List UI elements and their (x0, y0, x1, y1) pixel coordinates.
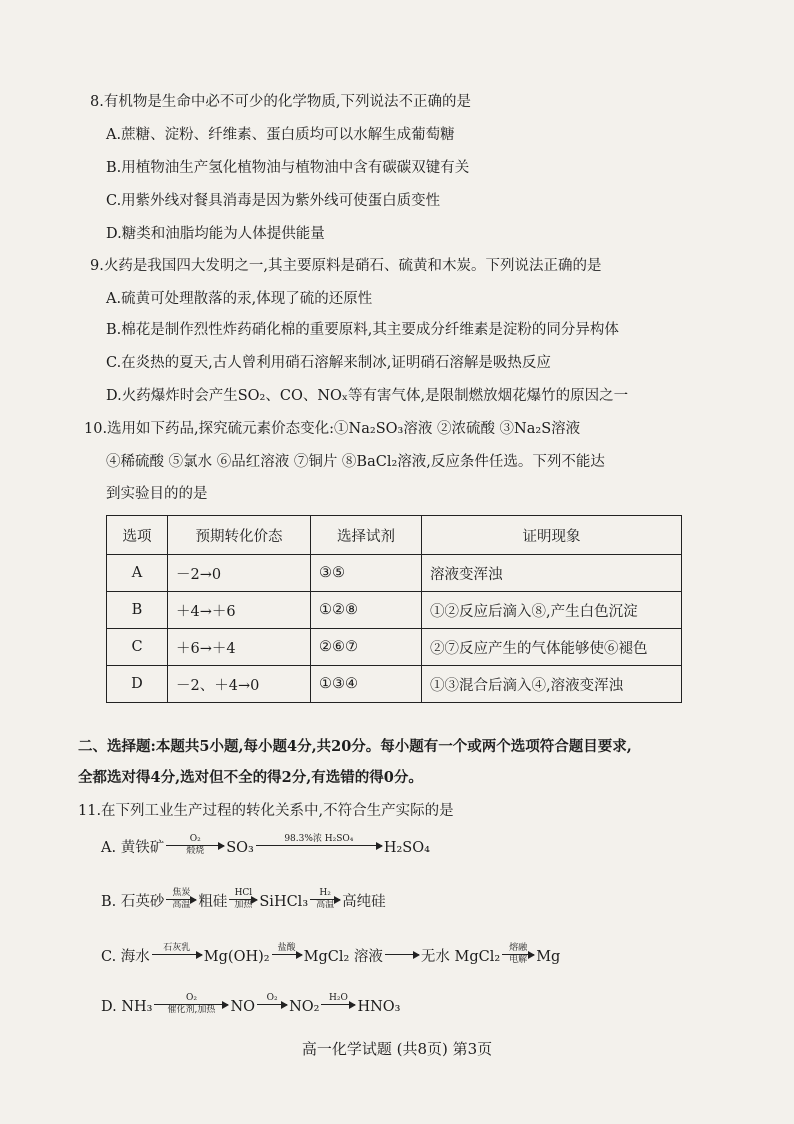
table-header-cell: 预期转化价态 (168, 516, 311, 555)
table-cell: ①②反应后滴入⑧,产生白色沉淀 (422, 592, 682, 629)
reaction-arrow (166, 888, 196, 911)
q10-stem-line2: ④稀硫酸 ⑤氯水 ⑥品红溶液 ⑦铜片 ⑧BaCl₂溶液,反应条件任选。下列不能达 (106, 454, 605, 470)
q11-option-a (101, 836, 430, 859)
table-row (107, 592, 682, 629)
table-cell: A (107, 555, 168, 592)
q11-b-product3: 高纯硅 (342, 893, 386, 910)
table-row (107, 629, 682, 666)
arrow-condition-top: 熔融 (509, 943, 528, 953)
q11-b-product1: 粗硅 (198, 893, 228, 910)
table-row (107, 666, 682, 703)
arrow-condition-top: HCl (234, 888, 253, 898)
q11-a-product1: SO₃ (226, 839, 254, 856)
q9-stem: 9.火药是我国四大发明之一,其主要原料是硝石、硫黄和木炭。下列说法正确的是 (90, 258, 602, 274)
q10-stem-line1: 10.选用如下药品,探究硫元素价态变化:①Na₂SO₃溶液 ②浓硫酸 ③Na₂S溶液 (84, 421, 581, 437)
arrow-condition-top: H₂O (329, 993, 348, 1003)
arrow-condition-bottom: 加热 (234, 900, 253, 911)
reaction-arrow (257, 993, 287, 1016)
arrow-condition-top: 石灰乳 (163, 943, 191, 953)
reaction-arrow (152, 943, 202, 966)
q8-option-d: D.糖类和油脂均能为人体提供能量 (106, 226, 325, 242)
table-cell: －2、＋4→0 (168, 666, 311, 703)
reaction-arrow (272, 943, 302, 966)
q11-d-product1: NO (230, 998, 256, 1015)
reaction-arrow (310, 888, 340, 911)
q11-c-product1: Mg(OH)₂ (203, 948, 270, 965)
q11-d-product3: HNO₃ (357, 998, 401, 1015)
table-header-cell: 选择试剂 (311, 516, 422, 555)
table-cell: ①③④ (311, 666, 422, 703)
q11-c-product4: Mg (536, 948, 561, 965)
arrow-condition-top: H₂ (319, 888, 331, 898)
q11-c-label: C. 海水 (101, 948, 150, 965)
table-cell: 溶液变浑浊 (422, 555, 682, 592)
section2-line1: 二、选择题:本题共5小题,每小题4分,共20分。每小题有一个或两个选项符合题目要求, (78, 738, 632, 755)
table-cell: ①②⑧ (311, 592, 422, 629)
arrow-condition-top: O₂ (189, 834, 201, 844)
q11-a-product2: H₂SO₄ (383, 839, 430, 856)
table-cell: ②⑥⑦ (311, 629, 422, 666)
q11-a-label: A. 黄铁矿 (101, 839, 165, 856)
q9-option-c: C.在炎热的夏天,古人曾利用硝石溶解来制冰,证明硝石溶解是吸热反应 (106, 355, 551, 371)
q11-b-label: B. 石英砂 (101, 893, 165, 910)
q11-option-c (101, 945, 560, 968)
reaction-arrow (502, 943, 534, 966)
table-cell: ③⑤ (311, 555, 422, 592)
table-cell: ＋6→＋4 (168, 629, 311, 666)
arrow-condition-bottom: 煅烧 (186, 846, 205, 857)
q8-option-a: A.蔗糖、淀粉、纤维素、蛋白质均可以水解生成葡萄糖 (106, 127, 455, 143)
table-header-row (107, 516, 682, 555)
q10-stem-line3: 到实验目的的是 (106, 486, 208, 502)
table-cell: －2→0 (168, 555, 311, 592)
section2-line2: 全都选对得4分,选对但不全的得2分,有选错的得0分。 (78, 769, 423, 786)
q11-c-product3: 无水 MgCl₂ (420, 948, 501, 965)
q8-option-c: C.用紫外线对餐具消毒是因为紫外线可使蛋白质变性 (106, 193, 441, 209)
q10-table (106, 515, 682, 703)
q9-option-a: A.硫黄可处理散落的汞,体现了硫的还原性 (106, 291, 373, 307)
arrow-condition-top: 焦炭 (172, 888, 191, 898)
reaction-arrow (166, 834, 224, 857)
reaction-arrow (256, 834, 382, 857)
reaction-arrow (385, 943, 419, 966)
table-header-cell: 证明现象 (422, 516, 682, 555)
table-cell: C (107, 629, 168, 666)
q11-option-b (101, 890, 386, 913)
q8-stem: 8.有机物是生命中必不可少的化学物质,下列说法不正确的是 (90, 94, 471, 110)
page-footer: 高一化学试题 (共8页) 第3页 (301, 1040, 493, 1058)
reaction-arrow (229, 888, 257, 911)
arrow-condition-top: 盐酸 (277, 943, 296, 953)
table-row (107, 555, 682, 592)
arrow-condition-bottom: 高温 (172, 900, 191, 911)
q9-option-b: B.棉花是制作烈性炸药硝化棉的重要原料,其主要成分纤维素是淀粉的同分异构体 (106, 322, 619, 338)
reaction-arrow (321, 993, 355, 1016)
q9-option-d: D.火药爆炸时会产生SO₂、CO、NOₓ等有害气体,是限制燃放烟花爆竹的原因之一 (106, 388, 629, 404)
table-cell: ②⑦反应产生的气体能够使⑥褪色 (422, 629, 682, 666)
table-cell: ①③混合后滴入④,溶液变浑浊 (422, 666, 682, 703)
reaction-arrow (154, 993, 228, 1016)
q11-option-d (101, 995, 401, 1018)
q8-option-b: B.用植物油生产氢化植物油与植物油中含有碳碳双键有关 (106, 160, 470, 176)
table-cell: D (107, 666, 168, 703)
table-header-cell: 选项 (107, 516, 168, 555)
q11-b-product2: SiHCl₃ (259, 893, 309, 910)
arrow-condition-top: O₂ (266, 993, 278, 1003)
arrow-condition-bottom: 电解 (509, 955, 528, 966)
q11-d-label: D. NH₃ (101, 998, 153, 1015)
arrow-condition-bottom: 高温 (316, 900, 335, 911)
table-cell: B (107, 592, 168, 629)
table-cell: ＋4→＋6 (168, 592, 311, 629)
q11-c-product2: MgCl₂ 溶液 (303, 948, 383, 965)
arrow-condition-top: O₂ (185, 993, 197, 1003)
arrow-condition-bottom: 催化剂,加热 (167, 1005, 216, 1016)
arrow-condition-top: 98.3%浓 H₂SO₄ (284, 834, 354, 844)
q11-stem: 11.在下列工业生产过程的转化关系中,不符合生产实际的是 (78, 803, 454, 819)
q11-d-product2: NO₂ (289, 998, 320, 1015)
